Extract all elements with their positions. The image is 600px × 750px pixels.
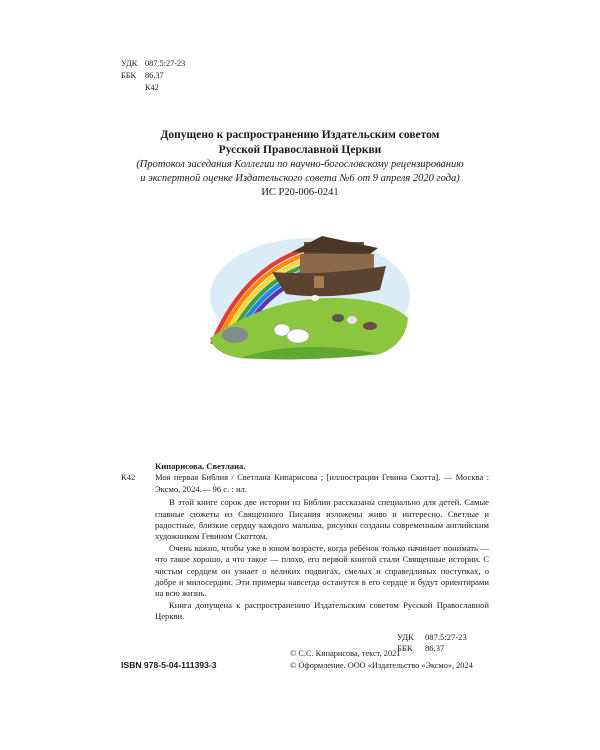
catalog-entry: Моя первая Библия / Светлана Кипарисова ; [иллюстрации Гевина Скотта]. — Москва : Эксмо, 2024.— 96 с. : ил. bbox=[155, 472, 489, 494]
protocol-line-2: и экспертной оценке Издательского совета №6 от 9 апреля 2020 года) bbox=[140, 173, 460, 184]
bbk-value: 86.37 bbox=[425, 643, 445, 654]
udk-label: УДК bbox=[121, 59, 138, 68]
approval-line-1: Допущено к распространению Издательским советом bbox=[160, 129, 440, 141]
udk-value: 087.5:27-23 bbox=[145, 59, 186, 68]
approval-code: ИС Р20-006-0241 bbox=[261, 187, 339, 198]
approval-line-2: Русской Православной Церкви bbox=[218, 144, 382, 156]
ark-scene-image bbox=[200, 226, 410, 361]
classification-block-top bbox=[121, 58, 185, 94]
copyright-text: © С.С. Кипарисова, текст, 2021 bbox=[290, 649, 401, 658]
approval-notice bbox=[100, 128, 500, 200]
annotation-paragraph: Очень важно, чтобы уже в юном возрасте, когда ребёнок только начинает понимать — что такое хорошо, а что такое — плохо, его первой книгой стали Священные истории. С чистым сердцем он узнает о великих подвигах, смелых и справедливых поступках, о добре и милосердии. Эти примеры навсегда останутся в его сердце и будут ориентирами на всю жизнь. bbox=[155, 542, 489, 599]
copyright-block bbox=[290, 648, 473, 671]
bbk-label: ББК bbox=[397, 643, 413, 654]
bbk-value: 86.37 bbox=[145, 71, 164, 80]
author-mark: К42 bbox=[145, 83, 159, 92]
catalog-author-mark: К42 bbox=[121, 472, 136, 483]
catalog-author: Кипарисова, Светлана. bbox=[155, 461, 246, 471]
bbk-label: ББК bbox=[121, 71, 137, 80]
udk-value: 087.5:27-23 bbox=[425, 632, 467, 642]
noahs-ark-illustration bbox=[200, 226, 410, 366]
annotation-paragraph: В этой книге сорок две истории из Библии рассказаны специально для детей. Самые главные сюжеты из Священного Писания изложены живо и интересно. Светлые и радостные, близкие сердцу каждого малыша, рисунки созданы современным английским художником Гевином Скоттом. bbox=[155, 497, 489, 542]
isbn: ISBN 978-5-04-111393-3 bbox=[121, 660, 217, 670]
catalog-card bbox=[121, 461, 489, 623]
copyright-design: © Оформление. ООО «Издательство «Эксмо», 2024 bbox=[290, 660, 473, 670]
udk-label: УДК bbox=[397, 632, 414, 642]
annotation-paragraph: Книга допущена к распространению Издательским советом Русской Православной Церкви. bbox=[155, 599, 489, 622]
protocol-line-1: (Протокол заседания Коллегии по научно-богословскому рецензированию bbox=[136, 159, 464, 170]
